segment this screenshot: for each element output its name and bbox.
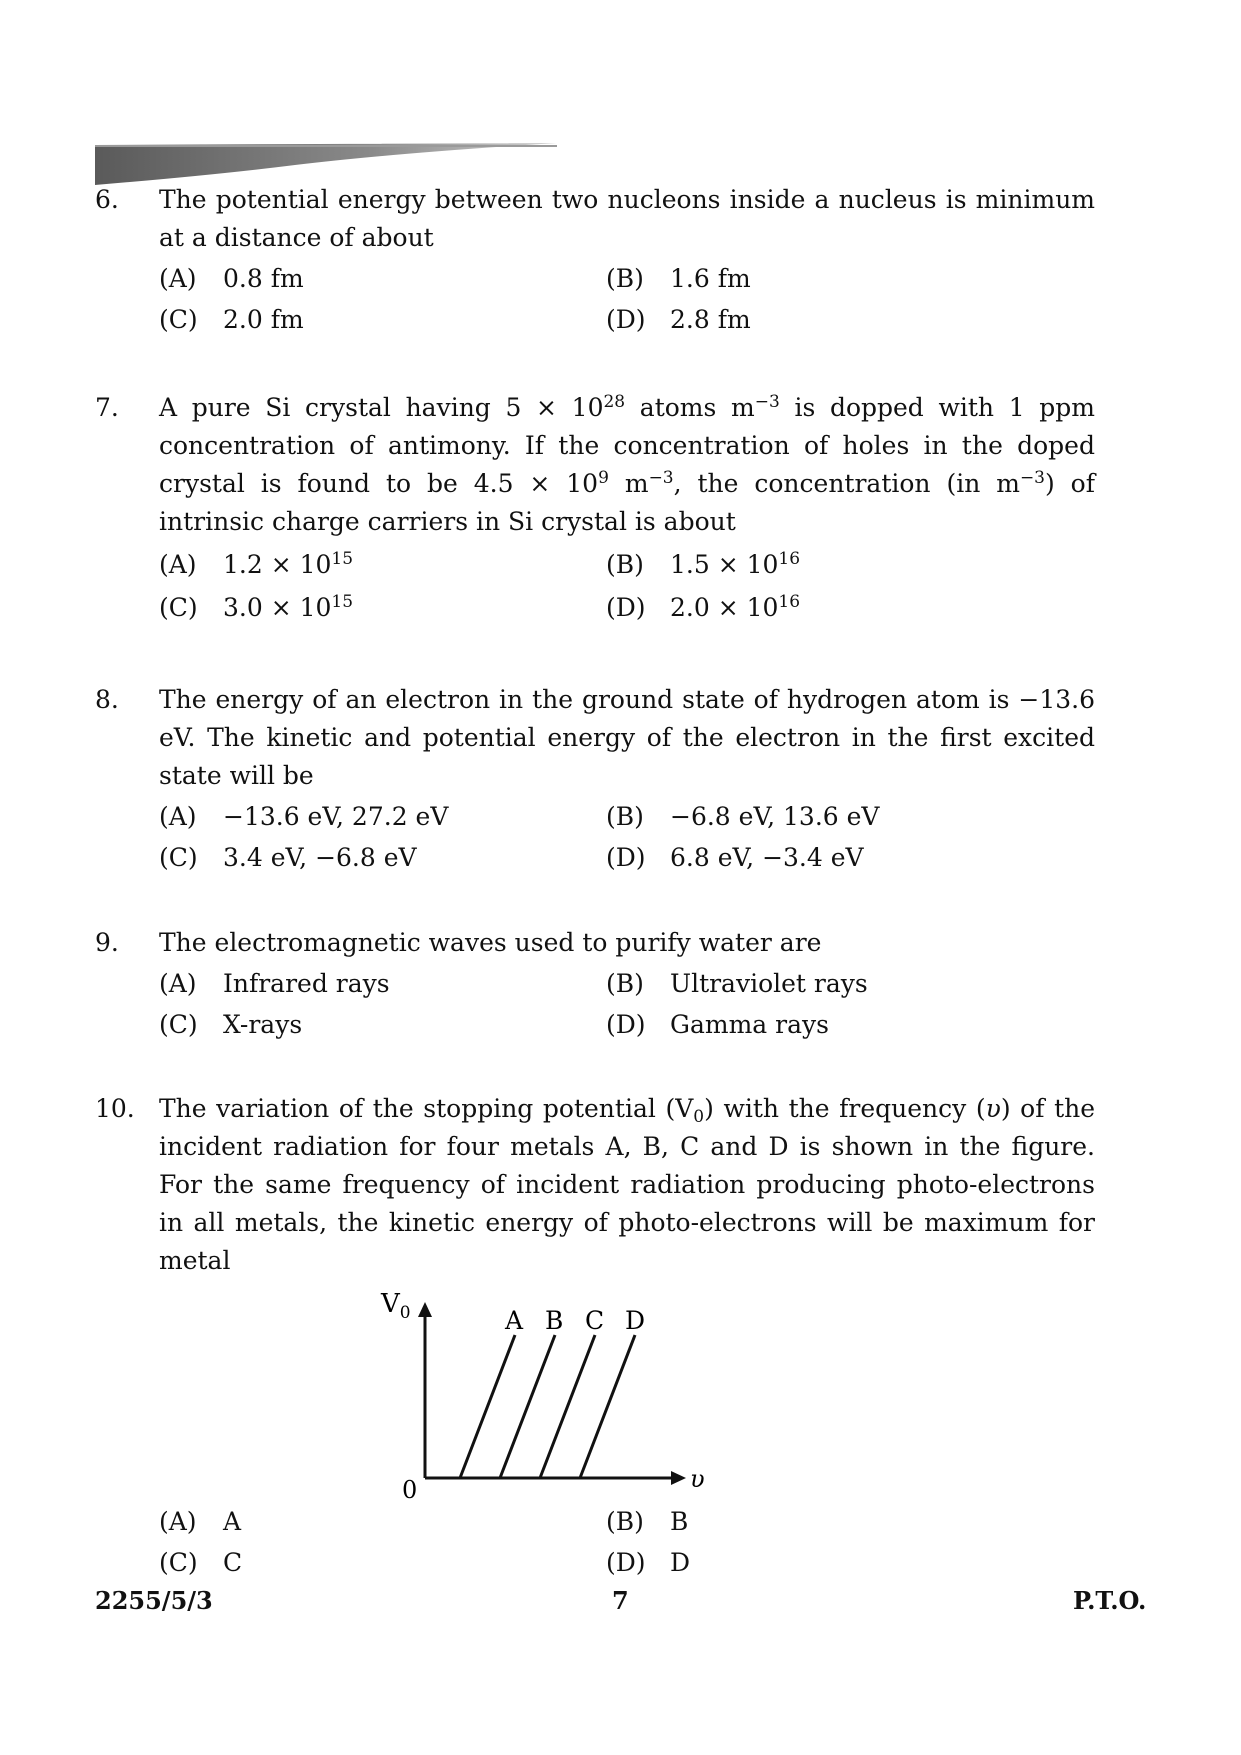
x-axis-label: υ: [690, 1465, 705, 1493]
page-number: 7: [612, 1586, 629, 1615]
option-d: (D) D: [606, 1548, 691, 1577]
question-number: 8.: [95, 685, 119, 714]
question-10-options: [95, 1503, 1095, 1585]
y-axis-label: $V_0$: [381, 1290, 411, 1323]
question-number: 6.: [95, 185, 119, 214]
question-stem: The potential energy between two nucleons inside a nucleus is minimum at a distance of about: [159, 185, 1095, 252]
question-number: 7.: [95, 393, 119, 422]
question-8: [95, 681, 1095, 880]
label-a: A: [505, 1306, 524, 1335]
option-c: (C) X-rays: [159, 1010, 303, 1039]
option-d: (D) Gamma rays: [606, 1010, 829, 1039]
option-b: (B) $1.5 \times 10^{16}$: [606, 549, 801, 579]
y-axis-arrow: [418, 1302, 432, 1317]
question-number: 10.: [95, 1094, 135, 1123]
option-c: (C) $3.0 \times 10^{15}$: [159, 592, 354, 622]
option-a: (A) Infrared rays: [159, 969, 390, 998]
header-band: [95, 143, 557, 185]
question-stem: The variation of the stopping potential $(V_0)$ with the frequency (υ) of the incident radiation for four metals A, B, C and D is shown in the figure. For the same frequency of incident radiation producing photo-electrons in all metals, the kinetic energy of photo-electrons will be maximum for metal: [159, 1094, 1096, 1275]
option-a: (A) $1.2 \times 10^{15}$: [159, 549, 354, 579]
option-a: (A) A: [159, 1507, 242, 1536]
stopping-potential-graph: [378, 1290, 718, 1510]
origin-label: 0: [402, 1476, 418, 1504]
option-c: (C) 3.4 eV, −6.8 eV: [159, 843, 417, 872]
option-a: (A) −13.6 eV, 27.2 eV: [159, 802, 449, 831]
paper-code: 2255/5/3: [95, 1586, 213, 1615]
x-axis-arrow: [671, 1471, 686, 1485]
question-6: [95, 181, 1095, 342]
question-stem: The energy of an electron in the ground state of hydrogen atom is −13.6 eV. The kinetic and potential energy of the electron in the first excited state will be: [159, 685, 1095, 790]
label-d: D: [625, 1306, 646, 1335]
pto-label: P.T.O.: [1073, 1586, 1147, 1615]
option-b: (B) B: [606, 1507, 689, 1536]
option-d: (D) $2.0 \times 10^{16}$: [606, 592, 801, 622]
option-b: (B) 1.6 fm: [606, 264, 751, 293]
option-b: (B) −6.8 eV, 13.6 eV: [606, 802, 880, 831]
question-stem: The electromagnetic waves used to purify water are: [159, 928, 822, 957]
label-c: C: [585, 1306, 605, 1335]
option-c: (C) 2.0 fm: [159, 305, 304, 334]
question-number: 9.: [95, 928, 119, 957]
question-7: [95, 389, 1095, 630]
option-d: (D) 6.8 eV, −3.4 eV: [606, 843, 864, 872]
option-a: (A) 0.8 fm: [159, 264, 304, 293]
option-d: (D) 2.8 fm: [606, 305, 751, 334]
option-c: (C) C: [159, 1548, 243, 1577]
label-b: B: [545, 1306, 564, 1335]
question-stem: A pure Si crystal having $5 \times 10^{28}$ atoms $m^{-3}$ is dopped with 1 ppm concentration of antimony. If the concentration of holes in the doped crystal is found to be $4.5 \times 10^9$ $m^{-3}$, the concentration (in $m^{-3}$) of intrinsic charge carriers in Si crystal is about: [159, 392, 1095, 536]
question-10: [95, 1090, 1095, 1280]
question-9: [95, 924, 1095, 1047]
option-b: (B) Ultraviolet rays: [606, 969, 868, 998]
